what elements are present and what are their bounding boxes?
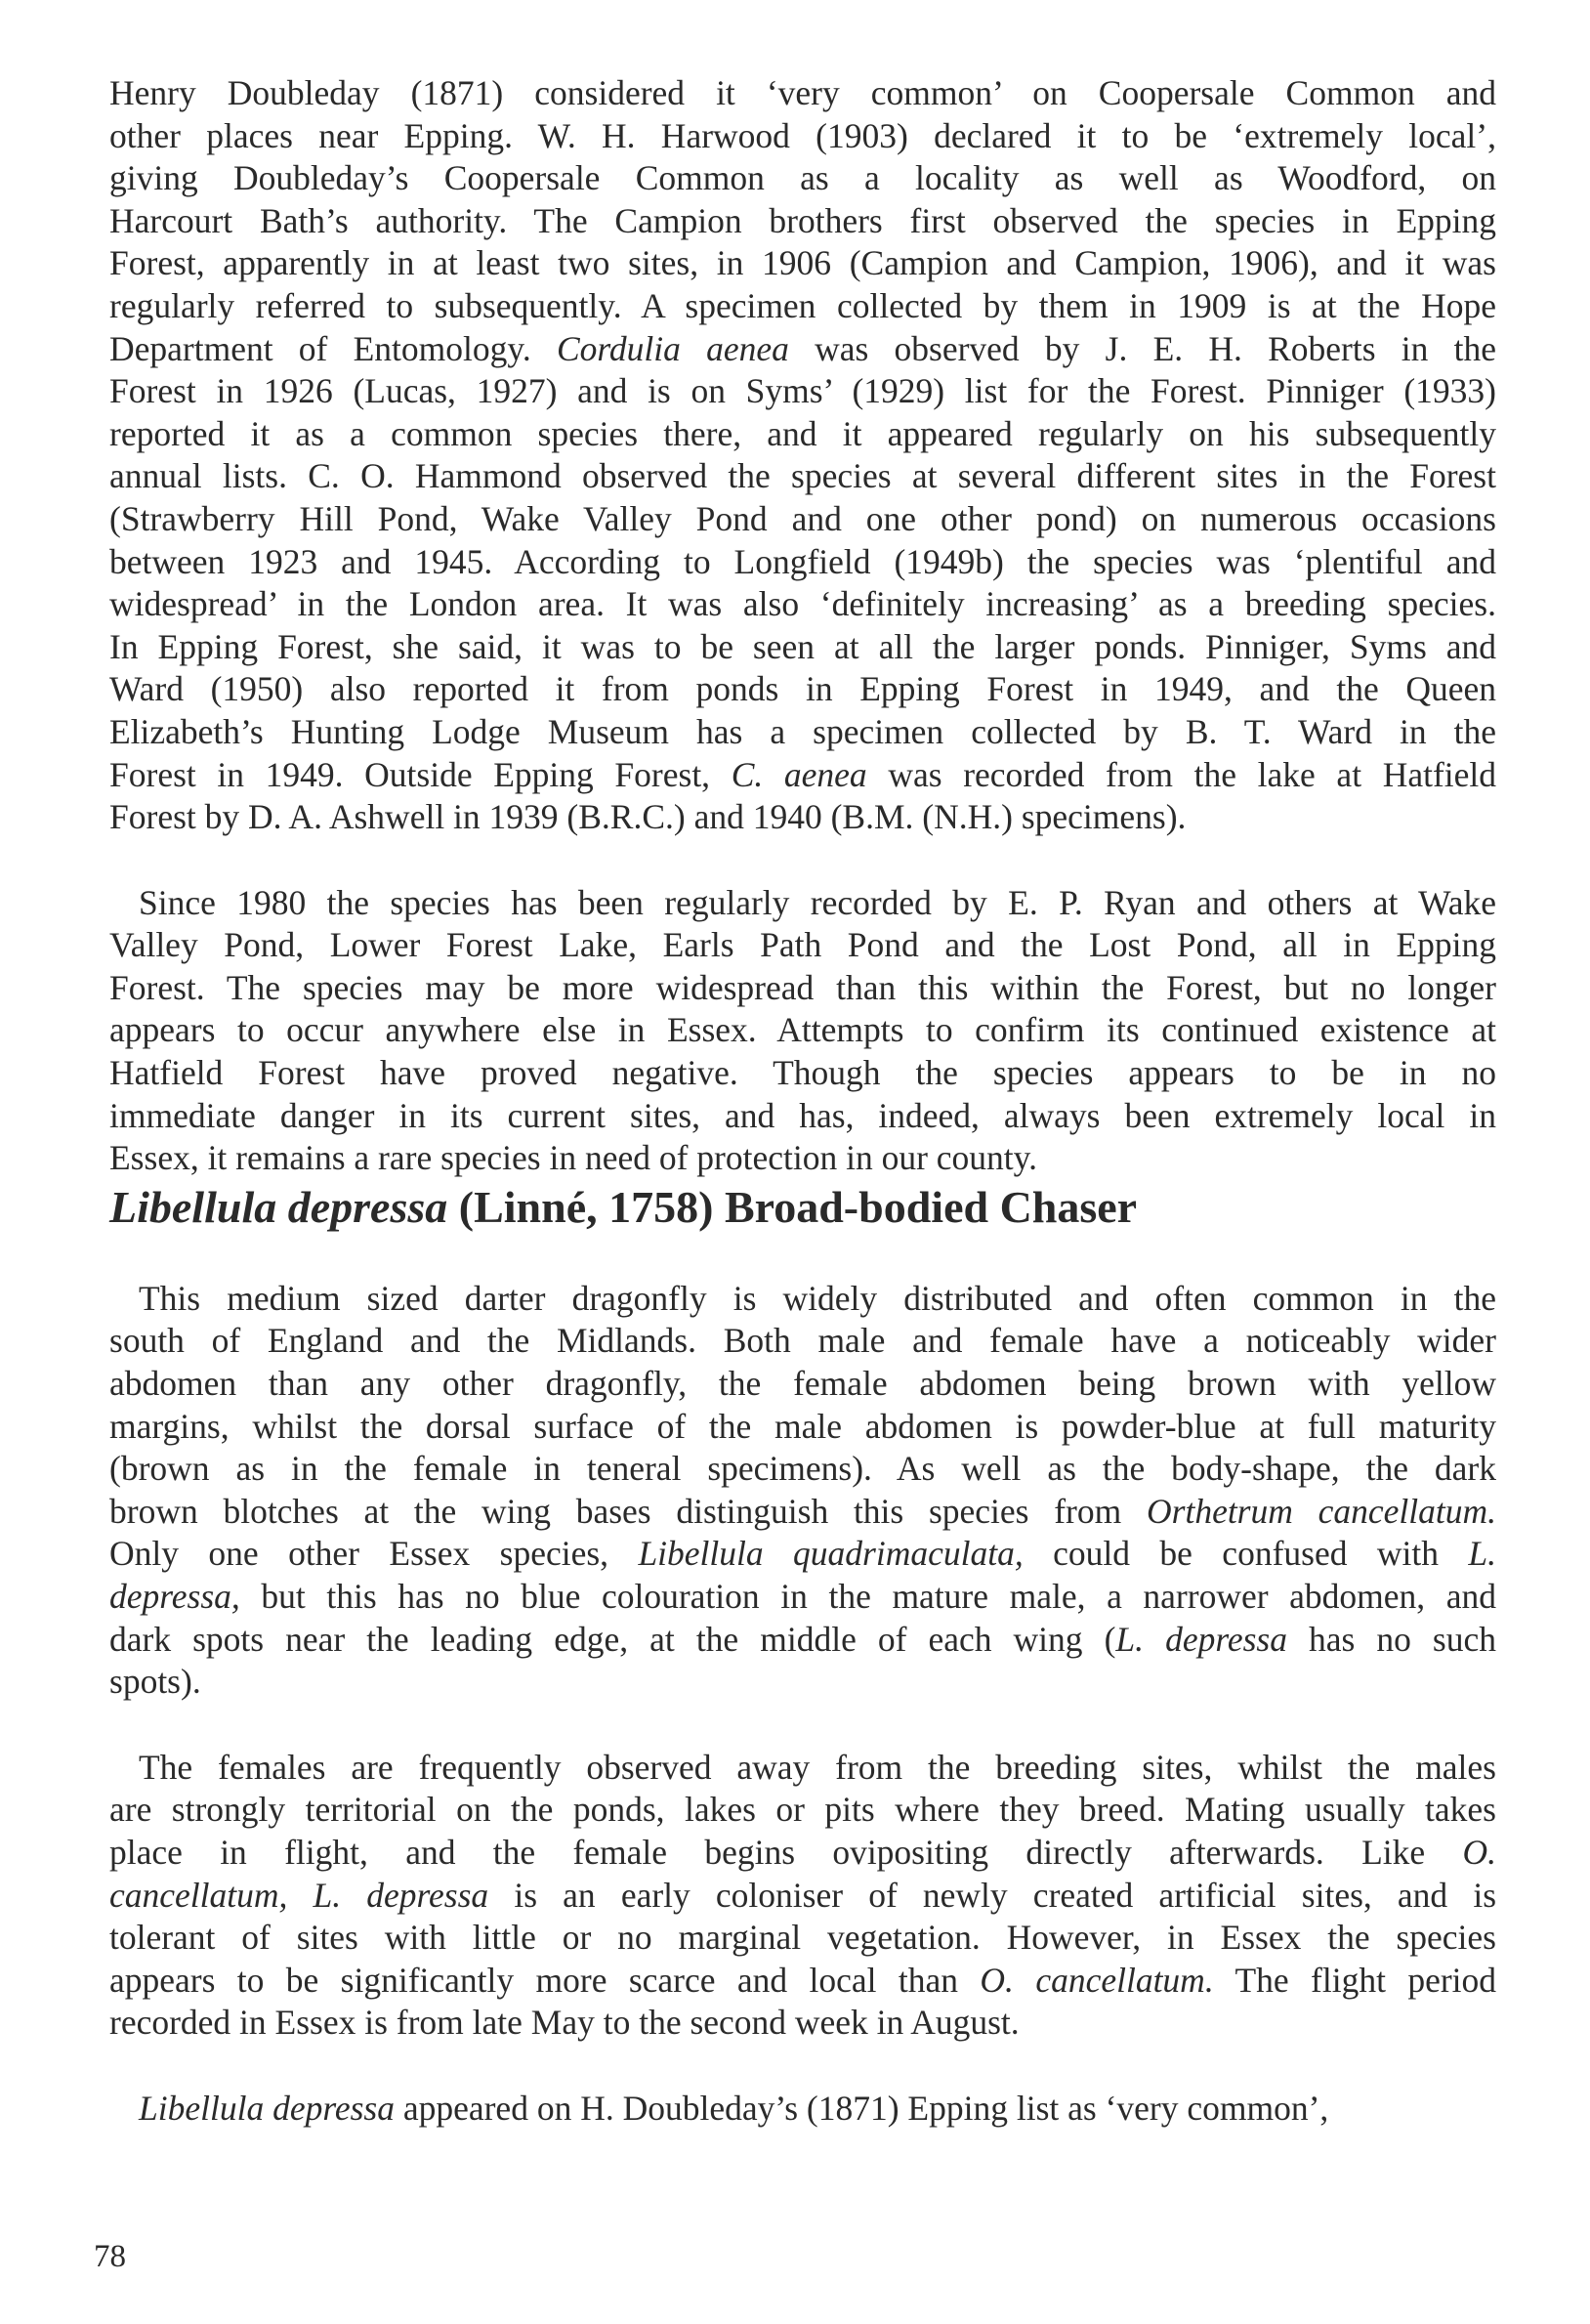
text-run: brown blotches at the wing bases distinguish this species from: [109, 1491, 1122, 1531]
text-line: Hatfield Forest have proved negative. Though the species appears to be in no: [109, 1053, 1496, 1093]
text-run: is an early coloniser of newly created artificial sites, and is: [514, 1875, 1497, 1915]
text-run: Department of Entomology.: [109, 328, 531, 368]
page-number: 78: [94, 2239, 126, 2274]
text-line: Henry Doubleday (1871) considered it ‘very common’ on Coopersale Common and: [109, 73, 1496, 112]
text-line: This medium sized darter dragonfly is widely distributed and often common in the: [139, 1278, 1496, 1318]
text-line: immediate danger in its current sites, and has, indeed, always been extremely local in: [109, 1095, 1496, 1135]
text-run: appears to be significantly more scarce and local than: [109, 1960, 959, 2000]
text-line: Forest by D. A. Ashwell in 1939 (B.R.C.) and 1940 (B.M. (N.H.) specimens).: [109, 797, 1187, 837]
species-name: depressa,: [109, 1577, 240, 1616]
text-run: was recorded from the lake at Hatfield: [888, 754, 1497, 794]
paragraph-description: [109, 1278, 1496, 1704]
text-line: The females are frequently observed away from the breeding sites, whilst the males: [139, 1747, 1496, 1787]
text-run: dark spots near the leading edge, at the middle of each wing (: [109, 1619, 1116, 1659]
text-line: [109, 1576, 1496, 1619]
text-line: tolerant of sites with little or no marginal vegetation. However, in Essex the species: [109, 1918, 1496, 1958]
text-run: appeared on H. Doubleday’s (1871) Epping list as ‘very common’,: [402, 2088, 1329, 2128]
text-line: [109, 328, 1496, 371]
text-line: abdomen than any other dragonfly, the female abdomen being brown with yellow: [109, 1364, 1496, 1404]
text-line: Valley Pond, Lower Forest Lake, Earls Path Pond and the Lost Pond, all in Epping: [109, 925, 1496, 965]
species-name: L. depressa: [1115, 1619, 1287, 1659]
species-name: Libellula depressa: [139, 2088, 395, 2128]
text-line: south of England and the Midlands. Both male and female have a noticeably wider: [109, 1321, 1496, 1361]
text-line: spots).: [109, 1662, 201, 1702]
text-line: other places near Epping. W. H. Harwood (1903) declared it to be ‘extremely local’,: [109, 115, 1496, 155]
text-line: In Epping Forest, she said, it was to be seen at all the larger ponds. Pinniger, Syms and: [109, 626, 1496, 666]
text-line: giving Doubleday’s Coopersale Common as a locality as well as Woodford, on: [109, 158, 1496, 198]
text-line: are strongly territorial on the ponds, lakes or pits where they breed. Mating usually takes: [109, 1790, 1496, 1830]
text-line: [109, 1832, 1496, 1875]
species-heading-rest: (Linné, 1758) Broad-bodied Chaser: [458, 1181, 1138, 1232]
paragraph-recent-records: [109, 882, 1496, 1180]
text-line: regularly referred to subsequently. A specimen collected by them in 1909 is at the Hope: [109, 285, 1496, 325]
species-name: Libellula quadrimaculata,: [638, 1534, 1024, 1574]
species-name: Orthetrum cancellatum.: [1147, 1491, 1497, 1531]
text-run: but this has no blue colouration in the mature male, a narrower abdomen, and: [261, 1577, 1497, 1616]
text-line: appears to occur anywhere else in Essex. Attempts to confirm its continued existence at: [109, 1010, 1496, 1050]
text-line: Since 1980 the species has been regularly recorded by E. P. Ryan and others at Wake: [139, 882, 1496, 922]
text-line: widespread’ in the London area. It was also ‘definitely increasing’ as a breeding species.: [109, 584, 1496, 624]
species-name: O. cancellatum.: [980, 1960, 1214, 2000]
paragraph-cordulia-history: [109, 72, 1496, 839]
text-line: [109, 1491, 1496, 1534]
text-run: has no such: [1309, 1619, 1496, 1659]
text-line: [109, 1533, 1496, 1576]
species-name: Cordulia aenea: [556, 328, 789, 368]
text-line: reported it as a common species there, and it appeared regularly on his subsequently: [109, 413, 1496, 453]
page-content: [109, 72, 1496, 2131]
text-line: Forest. The species may be more widespread than this within the Forest, but no longer: [109, 967, 1496, 1007]
species-name: L.: [1468, 1534, 1497, 1574]
text-line: Forest, apparently in at least two sites, in 1906 (Campion and Campion, 1906), and it was: [109, 243, 1496, 283]
text-line: margins, whilst the dorsal surface of the male abdomen is powder-blue at full maturity: [109, 1406, 1496, 1446]
text-line: Forest in 1926 (Lucas, 1927) and is on Syms’ (1929) list for the Forest. Pinniger (1933): [109, 371, 1496, 411]
text-line: Elizabeth’s Hunting Lodge Museum has a specimen collected by B. T. Ward in the: [109, 711, 1496, 751]
text-line: Ward (1950) also reported it from ponds in Epping Forest in 1949, and the Queen: [109, 669, 1496, 709]
text-line: Essex, it remains a rare species in need of protection in our county.: [109, 1138, 1037, 1178]
text-line: between 1923 and 1945. According to Longfield (1949b) the species was ‘plentiful and: [109, 541, 1496, 581]
paragraph-behaviour: [109, 1747, 1496, 2045]
text-line: annual lists. C. O. Hammond observed the species at several different sites in the Forest: [109, 456, 1496, 496]
text-run: Forest in 1949. Outside Epping Forest,: [109, 754, 711, 794]
text-run: The flight period: [1234, 1960, 1497, 2000]
text-run: could be confused with: [1053, 1534, 1439, 1574]
text-line: [109, 1875, 1496, 1918]
text-run: Only one other Essex species,: [109, 1534, 609, 1574]
text-line: [109, 1960, 1496, 2003]
species-name: C. aenea: [731, 754, 867, 794]
species-heading: [109, 1180, 1496, 1235]
text-line: recorded in Essex is from late May to the second week in August.: [109, 2003, 1020, 2043]
species-name: cancellatum, L. depressa: [109, 1875, 489, 1915]
text-run: was observed by J. E. H. Roberts in the: [815, 328, 1496, 368]
text-line: (Strawberry Hill Pond, Wake Valley Pond and one other pond) on numerous occasions: [109, 498, 1496, 538]
text-line: [109, 2088, 1496, 2131]
paragraph-doubleday-record: [109, 2088, 1496, 2131]
text-line: Harcourt Bath’s authority. The Campion brothers first observed the species in Epping: [109, 200, 1496, 240]
text-line: [109, 754, 1496, 797]
text-run: place in flight, and the female begins ovipositing directly afterwards. Like: [109, 1832, 1426, 1872]
text-line: (brown as in the female in teneral specimens). As well as the body-shape, the dark: [109, 1449, 1496, 1489]
species-name: O.: [1462, 1832, 1496, 1872]
text-line: [109, 1619, 1496, 1662]
species-heading-scientific: Libellula depressa: [109, 1181, 448, 1232]
